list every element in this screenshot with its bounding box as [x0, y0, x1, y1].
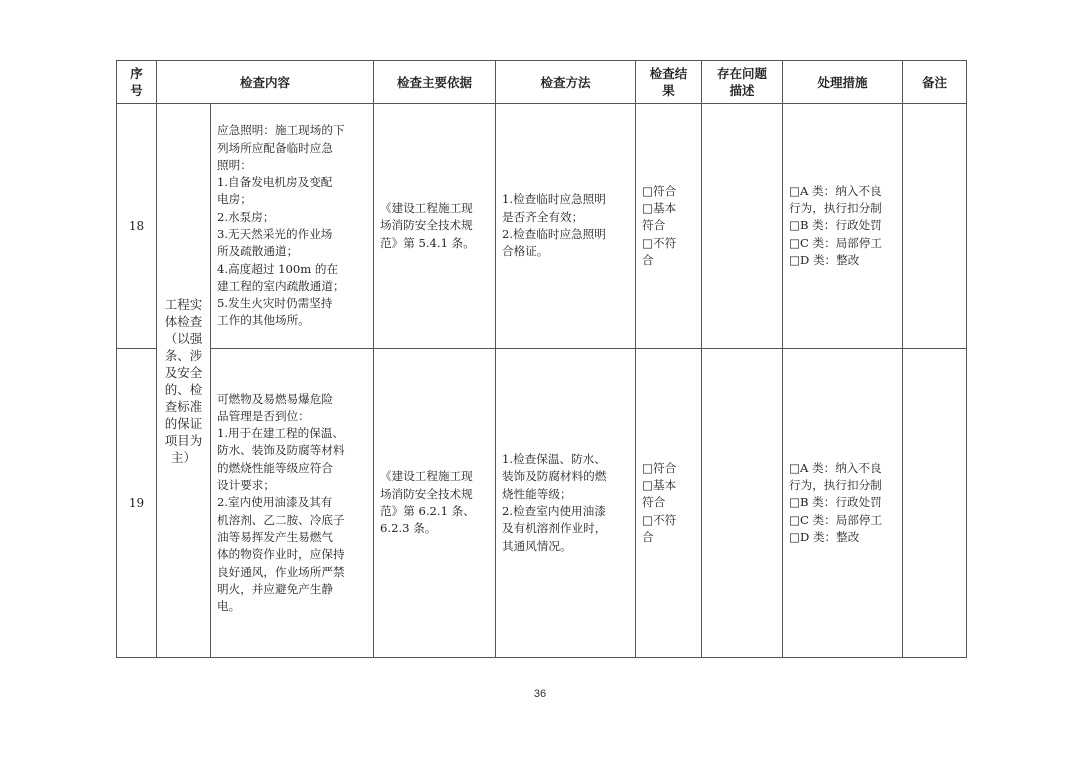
note-text — [903, 499, 966, 507]
problem-cell — [702, 349, 783, 658]
header-content: 检查内容 — [157, 61, 374, 104]
category-text: 工程实 体检查 （以强 条、涉 及安全 的、检 查标准 的保证 项目为 主） — [164, 296, 203, 465]
note-cell — [903, 349, 967, 658]
header-no: 序 号 — [117, 61, 157, 104]
header-measure: 处理措施 — [783, 61, 903, 104]
row-number: 19 — [117, 349, 157, 658]
problem-text — [702, 499, 782, 507]
basis-cell — [374, 104, 496, 349]
measure-cell — [783, 349, 903, 658]
table-row — [117, 349, 967, 658]
row-number: 18 — [117, 104, 157, 349]
note-cell — [903, 104, 967, 349]
method-cell — [496, 349, 636, 658]
header-note: 备注 — [903, 61, 967, 104]
basis-cell — [374, 349, 496, 658]
content-text: 应急照明：施工现场的下 列场所应配备临时应急 照明： 1.自备发电机房及变配 电房； 2.水泵房； 3.无天然采光的作业场 所及疏散通道； 4.高度超过 100m 的在 建工程的室内疏散通道； 5.发生火灾时仍需坚持 工作的其他场所。 — [217, 123, 345, 328]
measure-options: □A 类：纳入不良 行为，执行扣分制 □B 类：行政处罚 □C 类：局部停工 □D 类：整改 — [789, 183, 883, 267]
header-method: 检查方法 — [496, 61, 636, 104]
problem-cell — [702, 104, 783, 349]
measure-options: □A 类：纳入不良 行为，执行扣分制 □B 类：行政处罚 □C 类：局部停工 □D 类：整改 — [789, 460, 883, 544]
measure-cell — [783, 104, 903, 349]
header-row — [117, 61, 967, 104]
inspection-table — [116, 60, 967, 658]
page-number: 36 — [533, 688, 547, 700]
method-text: 1.检查临时应急照明 是否齐全有效； 2.检查临时应急照明 合格证。 — [502, 192, 606, 259]
content-text: 可燃物及易燃易爆危险 品管理是否到位： 1.用于在建工程的保温、 防水、装饰及防腐等材料 的燃烧性能等级应符合 设计要求； 2.室内使用油漆及其有 机溶剂、乙二胺、冷底子 油等易挥发产生易燃气 体的物资作业时，应保持 良好通风，作业场所严禁 明火，并应避免产生静 电。 — [217, 391, 345, 614]
result-cell — [636, 104, 702, 349]
result-options: □符合 □基本 符合 □不符 合 — [642, 460, 677, 544]
result-cell — [636, 349, 702, 658]
category-cell — [157, 104, 211, 658]
method-text: 1.检查保温、防水、 装饰及防腐材料的燃 烧性能等级； 2.检查室内使用油漆 及有机溶剂作业时， 其通风情况。 — [502, 452, 607, 553]
content-cell — [211, 349, 374, 658]
result-options: □符合 □基本 符合 □不符 合 — [642, 183, 677, 267]
header-result: 检查结 果 — [636, 61, 702, 104]
content-cell — [211, 104, 374, 349]
header-basis: 检查主要依据 — [374, 61, 496, 104]
basis-text: 《建设工程施工现 场消防安全技术规 范》第 6.2.1 条、 6.2.3 条。 — [380, 469, 475, 536]
basis-text: 《建设工程施工现 场消防安全技术规 范》第 5.4.1 条。 — [380, 201, 475, 250]
problem-text — [702, 222, 782, 230]
header-problem: 存在问题 描述 — [702, 61, 783, 104]
method-cell — [496, 104, 636, 349]
table-row — [117, 104, 967, 349]
note-text — [903, 222, 966, 230]
